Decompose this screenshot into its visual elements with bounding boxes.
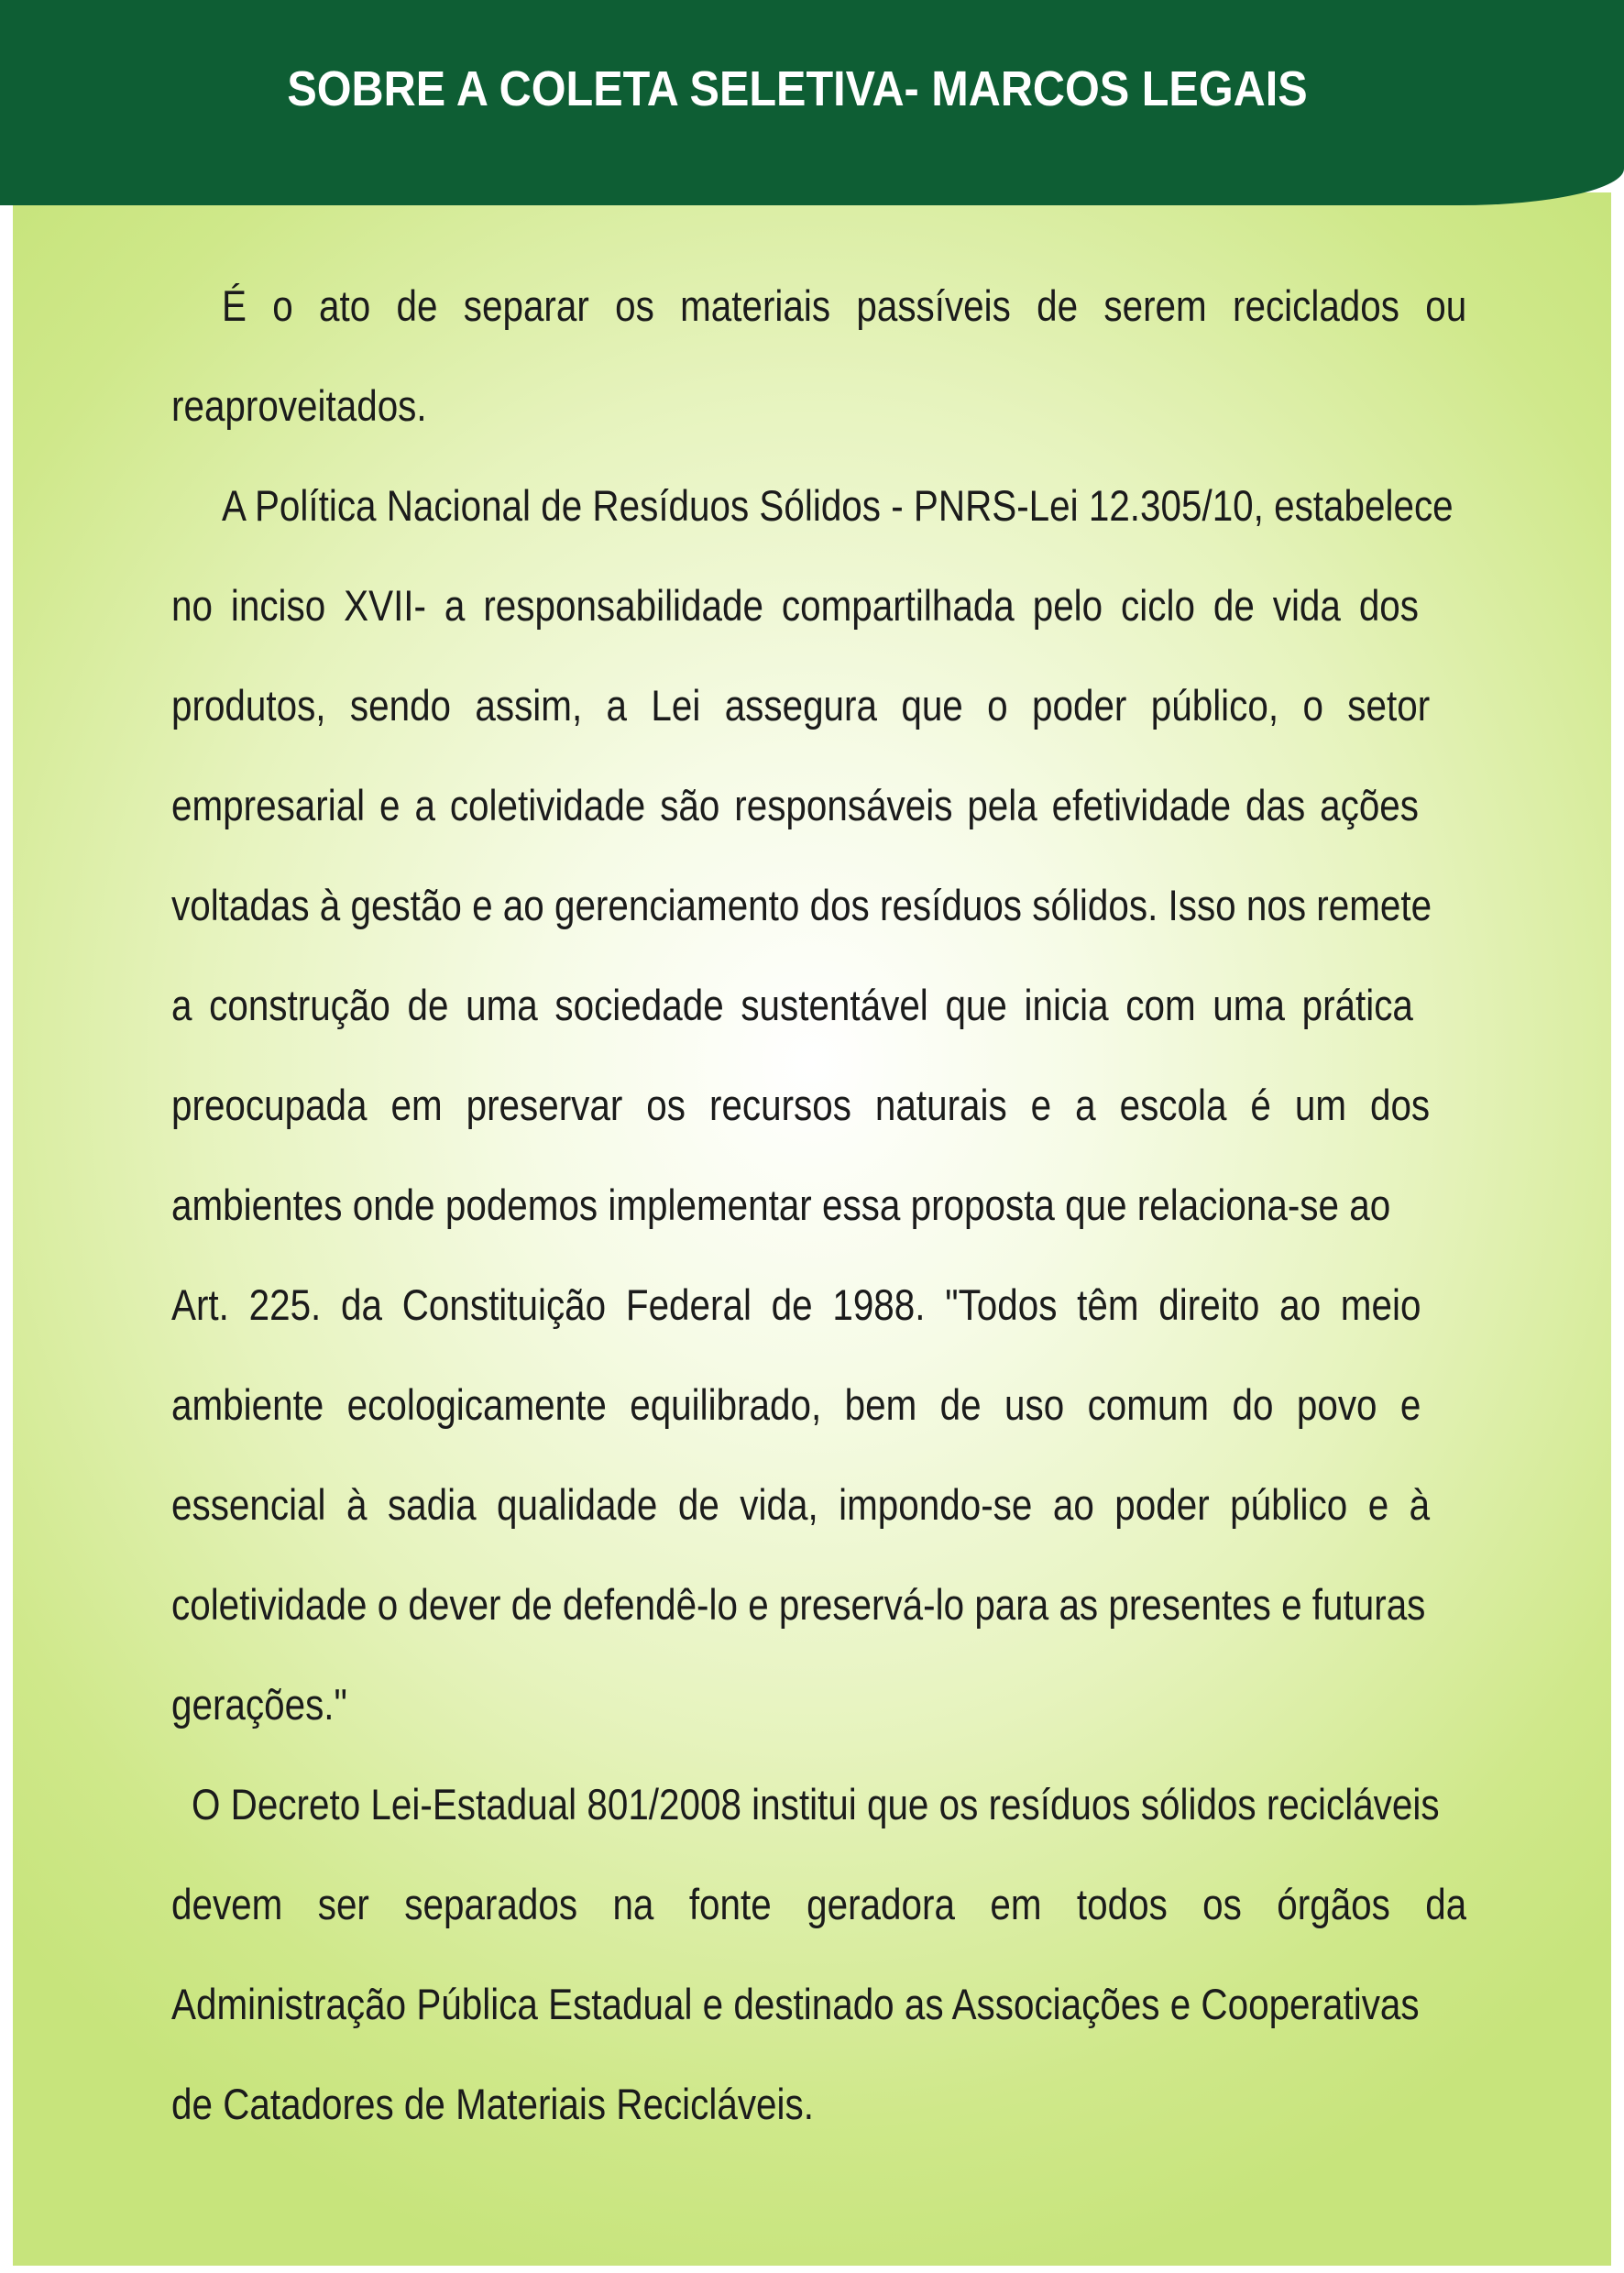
text-line: voltadas à gestão e ao gerenciamento dos resíduos sólidos. Isso nos remete bbox=[171, 881, 1432, 929]
text-line: a construção de uma sociedade sustentável que inicia com uma prática bbox=[171, 981, 1413, 1029]
header-band bbox=[0, 0, 1624, 205]
text-line: empresarial e a coletividade são responsáveis pela efetividade das ações bbox=[171, 781, 1419, 829]
text-line: gerações." bbox=[171, 1680, 347, 1729]
text-line: essencial à sadia qualidade de vida, impondo-se ao poder público e à bbox=[171, 1480, 1431, 1529]
text-line: reaproveitados. bbox=[171, 381, 427, 430]
body-text bbox=[171, 269, 1466, 2167]
text-line: coletividade o dever de defendê-lo e preservá-lo para as presentes e futuras bbox=[171, 1580, 1426, 1629]
text-line: Art. 225. da Constituição Federal de 1988. "Todos têm direito ao meio bbox=[171, 1280, 1421, 1329]
text-line: O Decreto Lei-Estadual 801/2008 institui que os resíduos sólidos recicláveis bbox=[192, 1780, 1440, 1828]
text-line: Administração Pública Estadual e destinado as Associações e Cooperativas bbox=[171, 1980, 1420, 2028]
page-title: SOBRE A COLETA SELETIVA- MARCOS LEGAIS bbox=[287, 61, 1308, 116]
text-line: ambientes onde podemos implementar essa proposta que relaciona-se ao bbox=[171, 1180, 1391, 1229]
text-line: preocupada em preservar os recursos naturais e a escola é um dos bbox=[171, 1081, 1431, 1129]
text-line: devem ser separados na fonte geradora em todos os órgãos da bbox=[171, 1880, 1466, 1928]
text-line: ambiente ecologicamente equilibrado, bem de uso comum do povo e bbox=[171, 1380, 1421, 1429]
text-line: produtos, sendo assim, a Lei assegura que o poder público, o setor bbox=[171, 681, 1431, 730]
text-line: A Política Nacional de Resíduos Sólidos - PNRS-Lei 12.305/10, estabelece bbox=[222, 481, 1454, 530]
text-line: no inciso XVII- a responsabilidade compartilhada pelo ciclo de vida dos bbox=[171, 581, 1419, 630]
text-line: de Catadores de Materiais Recicláveis. bbox=[171, 2080, 814, 2128]
text-line: É o ato de separar os materiais passíveis de serem reciclados ou bbox=[222, 281, 1466, 330]
